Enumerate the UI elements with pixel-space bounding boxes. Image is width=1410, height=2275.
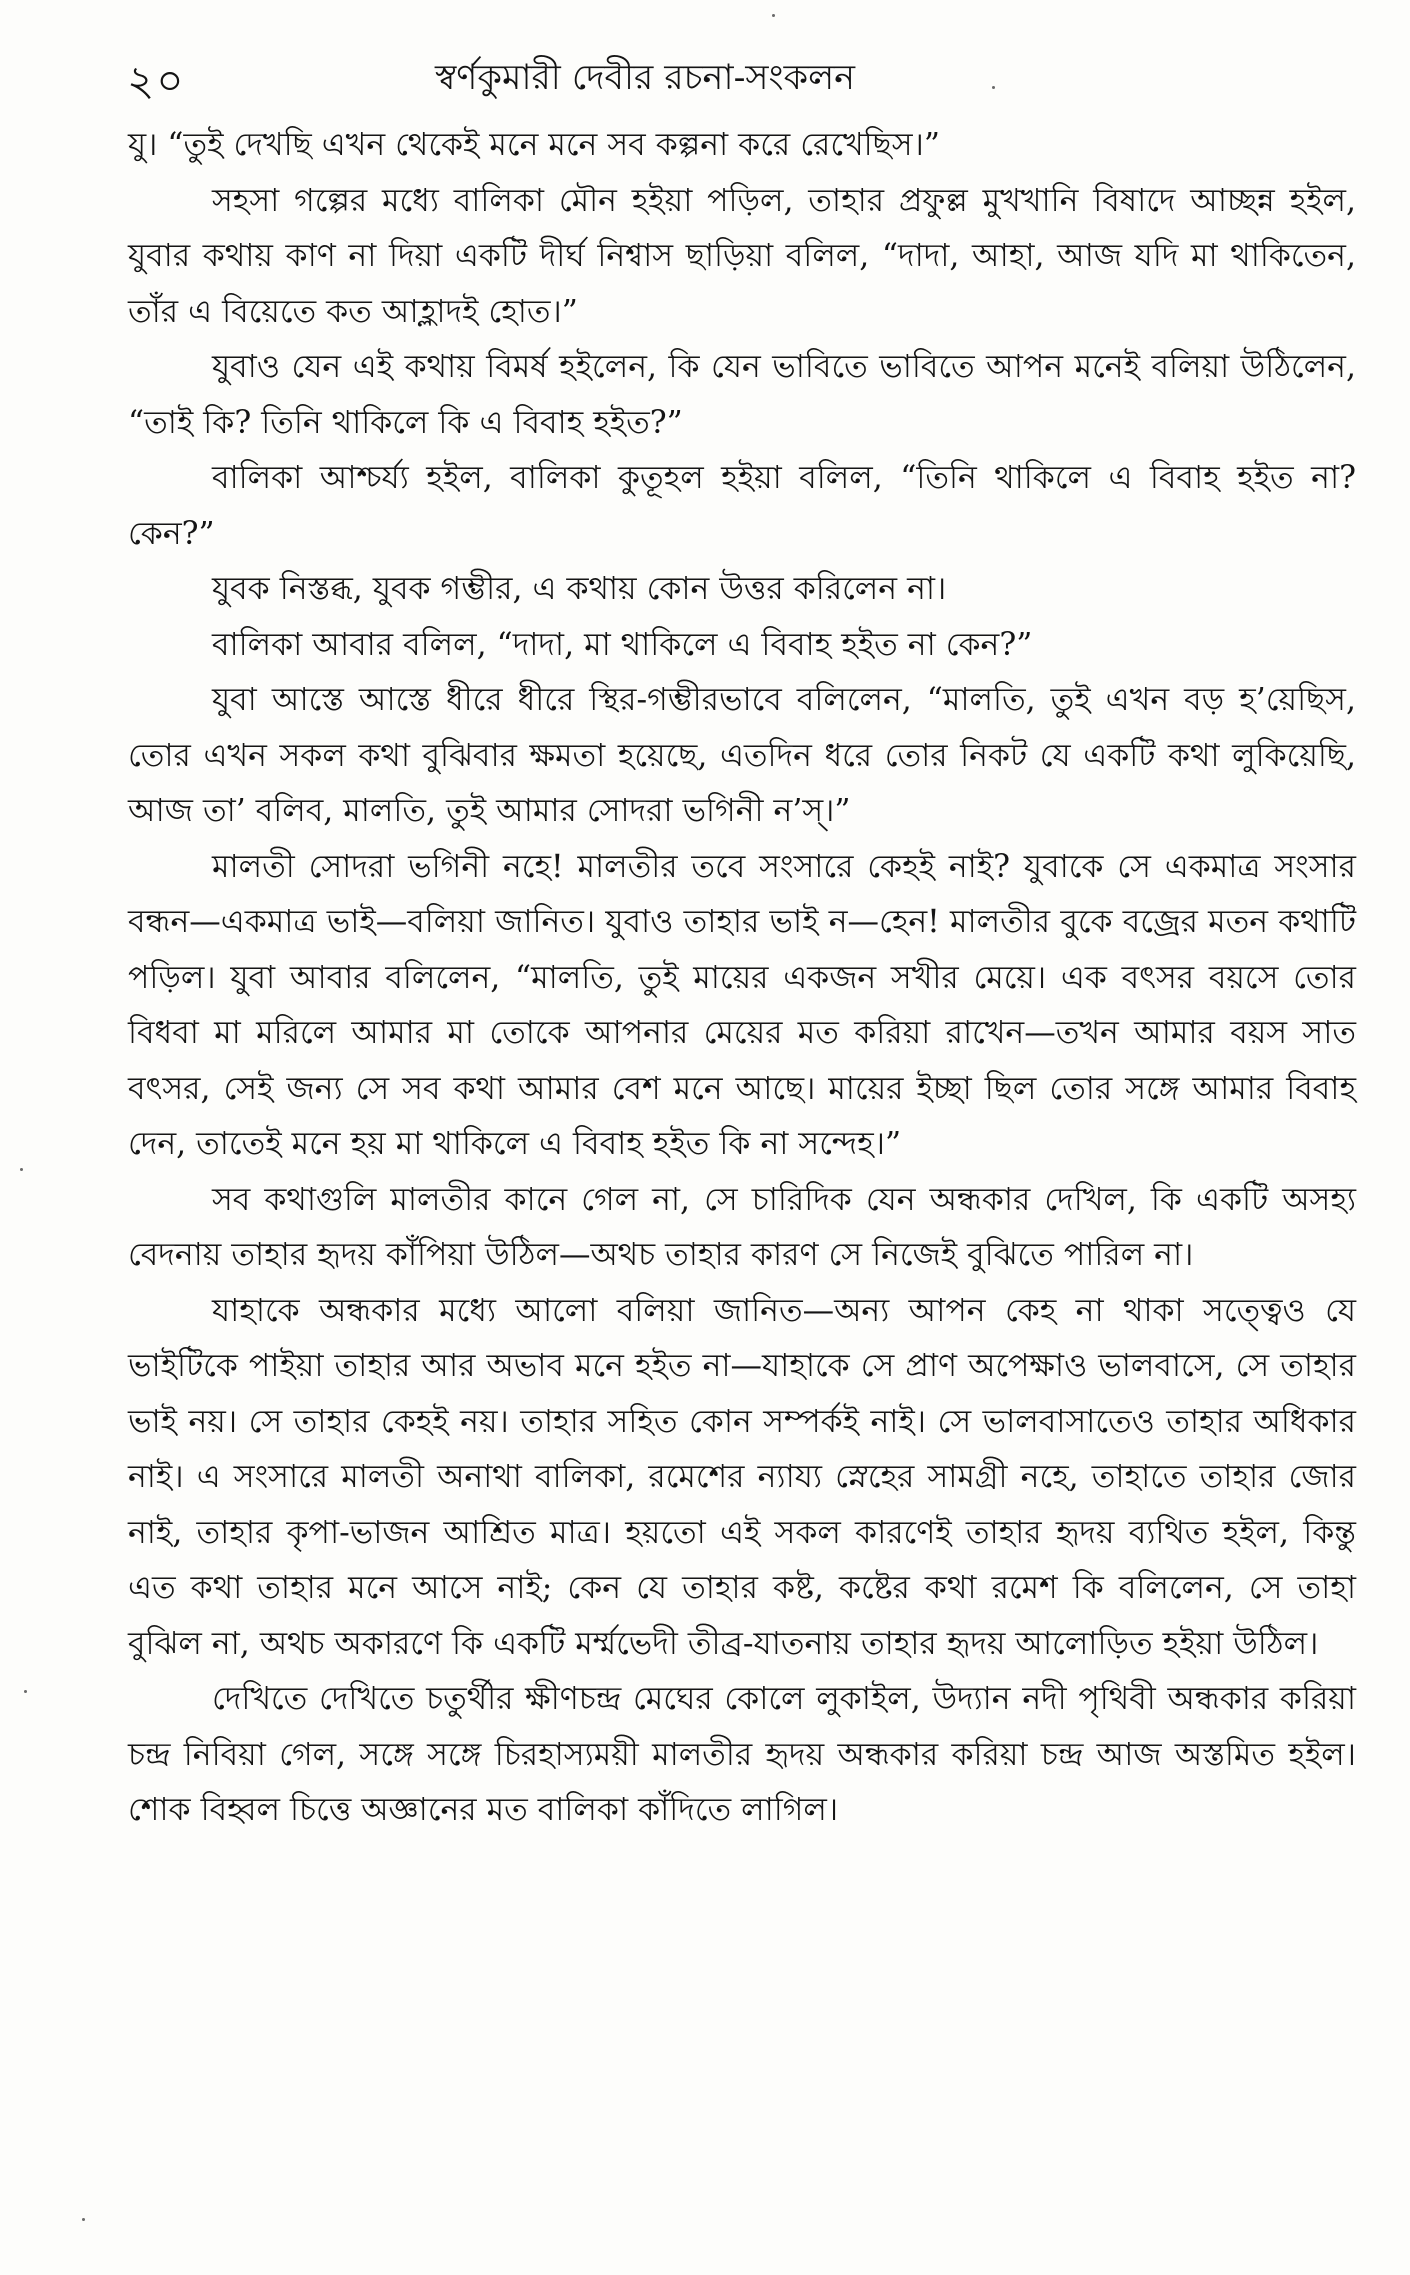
scan-speck [24,1690,27,1693]
scan-speck [772,14,775,17]
page-header [115,44,1355,114]
scan-speck [82,2218,85,2221]
running-title: স্বর্ণকুমারী দেবীর রচনা-সংকলন [435,58,856,98]
paragraph: বালিকা আবার বলিল, “দাদা, মা থাকিলে এ বিবাহ হইত না কেন?” [212,626,1033,663]
paragraph: যুবক নিস্তব্ধ, যুবক গম্ভীর, এ কথায় কোন উত্তর করিলেন না। [212,571,947,607]
scan-speck [992,86,995,89]
paragraph: বালিকা আশ্চর্য্য হইল, বালিকা কুতূহল হইয়া বলিল, “তিনি থাকিলে এ বিবাহ হইত না? কেন?” [128,460,1356,552]
page-number: ২০ [127,56,186,105]
paragraph: সব কথাগুলি মালতীর কানে গেল না, সে চারিদিক যেন অন্ধকার দেখিল, কি একটি অসহ্য বেদনায় তাহার হৃদয় কাঁপিয়া উঠিল—অথচ তাহার কারণ সে নিজেই বুঝিতে পারিল না। [128,1181,1356,1273]
paragraph: মালতী সোদরা ভগিনী নহে! মালতীর তবে সংসারে কেহই নাই? যুবাকে সে একমাত্র সংসার বন্ধন—একমাত্র ভাই—বলিয়া জানিত। যুবাও তাহার ভাই ন—হেন! মালতীর বুকে বজ্রের মতন কথাটি পড়িল। যুবা আবার বলিলেন, “মালতি, তুই মায়ের একজন সখীর মেয়ে। এক বৎসর বয়সে তোর বিধবা মা মরিলে আমার মা তোকে আপনার মেয়ের মত করিয়া রাখেন—তখন আমার বয়স সাত বৎসর, সেই জন্য সে সব কথা আমার বেশ মনে আছে। মায়ের ইচ্ছা ছিল তোর সঙ্গে আমার বিবাহ দেন, তাতেই মনে হয় মা থাকিলে এ বিবাহ হইত কি না সন্দেহ।” [128,848,1356,1162]
paragraph: যু। “তুই দেখছি এখন থেকেই মনে মনে সব কল্পনা করে রেখেছিস।” [128,127,940,163]
scan-speck [20,1168,23,1171]
paragraph: যুবা আস্তে আস্তে ধীরে ধীরে স্থির-গম্ভীরভাবে বলিলেন, “মালতি, তুই এখন বড় হ’য়েছিস, তোর এখন সকল কথা বুঝিবার ক্ষমতা হয়েছে, এতদিন ধরে তোর নিকট যে একটি কথা লুকিয়েছি, আজ তা’ বলিব, মালতি, তুই আমার সোদরা ভগিনী ন’স্।” [128,682,1356,829]
paragraph: দেখিতে দেখিতে চতুর্থীর ক্ষীণচন্দ্র মেঘের কোলে লুকাইল, উদ্যান নদী পৃথিবী অন্ধকার করিয়া চন্দ্র নিবিয়া গেল, সঙ্গে সঙ্গে চিরহাস্যময়ী মালতীর হৃদয় অন্ধকার করিয়া চন্দ্র আজ অস্তমিত হইল। শোক বিহ্বল চিত্তে অজ্ঞানের মত বালিকা কাঁদিতে লাগিল। [128,1681,1356,1828]
body-text [128,118,1356,1839]
paragraph: যাহাকে অন্ধকার মধ্যে আলো বলিয়া জানিত—অন্য আপন কেহ না থাকা সত্ত্বেও যে ভাইটিকে পাইয়া তাহার আর অভাব মনে হইত না—যাহাকে সে প্রাণ অপেক্ষাও ভালবাসে, সে তাহার ভাই নয়। সে তাহার কেহই নয়। তাহার সহিত কোন সম্পর্কই নাই। সে ভালবাসাতেও তাহার অধিকার নাই। এ সংসারে মালতী অনাথা বালিকা, রমেশের ন্যায্য স্নেহের সামগ্রী নহে, তাহাতে তাহার জোর নাই, তাহার কৃপা-ভাজন আশ্রিত মাত্র। হয়তো এই সকল কারণেই তাহার হৃদয় ব্যথিত হইল, কিন্তু এত কথা তাহার মনে আসে নাই; কেন যে তাহার কষ্ট, কষ্টের কথা রমেশ কি বলিলেন, সে তাহা বুঝিল না, অথচ অকারণে কি একটি মর্ম্মভেদী তীব্র-যাতনায় তাহার হৃদয় আলোড়িত হইয়া উঠিল। [128,1292,1356,1662]
paragraph: যুবাও যেন এই কথায় বিমর্ষ হইলেন, কি যেন ভাবিতে ভাবিতে আপন মনেই বলিয়া উঠিলেন, “তাই কি? তিনি থাকিলে কি এ বিবাহ হইত?” [128,349,1356,441]
paragraph: সহসা গল্পের মধ্যে বালিকা মৌন হইয়া পড়িল, তাহার প্রফুল্ল মুখখানি বিষাদে আচ্ছন্ন হইল, যুবার কথায় কাণ না দিয়া একটি দীর্ঘ নিশ্বাস ছাড়িয়া বলিল, “দাদা, আহা, আজ যদি মা থাকিতেন, তাঁর এ বিয়েতে কত আহ্লাদই হোত।” [128,182,1356,330]
